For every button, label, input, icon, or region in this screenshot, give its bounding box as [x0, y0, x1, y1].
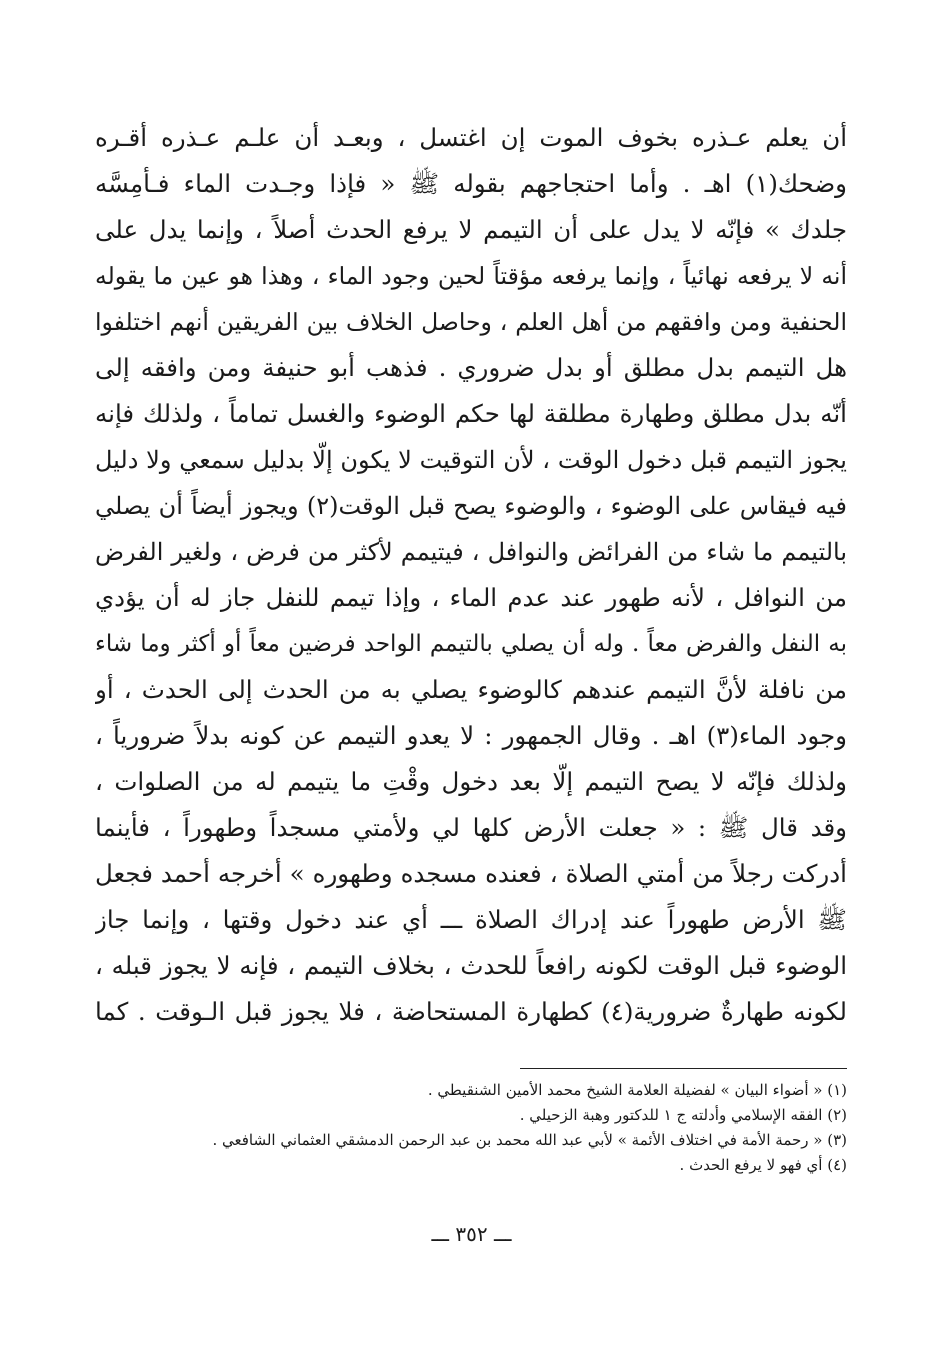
text-line: هل التيمم بدل مطلق أو بدل ضروري . فذهب أبو حنيفة ومن وافقه إلى — [95, 353, 847, 382]
text-line: بالتيمم ما شاء من الفرائض والنوافل ، فيتيمم لأكثر من فرض ، ولغير الفرض — [95, 538, 847, 566]
text-line: ولذلك فإنّه لا يصح التيمم إلّا بعد دخول وقْتِ ما يتيمم له من الصلوات ، — [95, 767, 847, 796]
footnote-separator — [520, 1068, 847, 1069]
footnote: (٢) الفقه الإسلامي وأدلته ج ١ للدكتور وهبة الزحيلي . — [519, 1106, 847, 1124]
main-text-block — [95, 115, 847, 1035]
text-line: من النوافل ، لأنه طهور عند عدم الماء ، وإذا تيمم للنفل جاز له أن يؤدي — [95, 583, 847, 612]
text-line: وجود الماء(٣) اهـ . وقال الجمهور : لا يعدو التيمم عن كونه بدلاً ضرورياً ، — [95, 721, 847, 750]
text-line: أنّه بدل مطلق وطهارة مطلقة لها حكم الوضوء والغسل تماماً ، ولذلك فإنه — [95, 399, 847, 428]
text-line: أنه لا يرفعه نهائياً ، وإنما يرفعه مؤقتاً لحين وجود الماء ، وهذا هو عين ما يقوله — [95, 262, 847, 290]
text-line: وقد قال ﷺ : « جعلت الأرض كلها لي ولأمتي مسجداً وطهوراً ، فأينما — [95, 813, 847, 842]
footnote: (٣) « رحمة الأمة في اختلاف الأئمة » لأبي عبد الله محمد بن عبد الرحمن الدمشقي العثماني الشافعي . — [212, 1131, 847, 1149]
footnotes-block — [130, 1078, 847, 1178]
footnote: (٤) أي فهو لا يرفع الحدث . — [679, 1156, 847, 1174]
footnote: (١) « أضواء البيان » لفضيلة العلامة الشيخ محمد الأمين الشنقيطي . — [427, 1081, 847, 1099]
text-line: وضحك(١) اهـ . وأما احتجاجهم بقوله ﷺ « فإذا وجـدت الماء فـأمِسَّه — [95, 169, 847, 198]
text-line: جلدك » فإنّه لا يدل على أن التيمم لا يرفع الحدث أصلاً ، وإنما يدل على — [95, 215, 847, 244]
text-line: من نافلة لأنَّ التيمم عندهم كالوضوء يصلي به من الحدث إلى الحدث ، أو — [95, 675, 847, 704]
text-line: ﷺ الأرض طهوراً عند إدراك الصلاة ـــ أي عند دخول وقتها ، وإنما جاز — [95, 905, 847, 934]
text-line: الوضوء قبل الوقت لكونه رافعاً للحدث ، بخلاف التيمم ، فإنه لا يجوز قبله ، — [95, 951, 847, 980]
text-line: الحنفية ومن وافقهم من أهل العلم ، وحاصل الخلاف بين الفريقين أنهم اختلفوا — [95, 308, 847, 336]
text-line: يجوز التيمم قبل دخول الوقت ، لأن التوقيت لا يكون إلّا بدليل سمعي ولا دليل — [95, 446, 847, 474]
text-line: أن يعلم عـذره بخوف الموت إن اغتسل ، وبعـد أن علـم عـذره أقـره — [95, 123, 847, 152]
text-line: أدركت رجلاً من أمتي الصلاة ، فعنده مسجده وطهوره » أخرجه أحمد فجعل — [95, 859, 847, 888]
text-line: به النفل والفرض معاً . وله أن يصلي بالتيمم الواحد فرضين معاً أو أكثر وما شاء — [95, 631, 847, 657]
page-number: ـــ ٣٥٢ ـــ — [431, 1222, 512, 1246]
text-line: فيه فيقاس على الوضوء ، والوضوء يصح قبل الوقت(٢) ويجوز أيضاً أن يصلي — [95, 492, 847, 520]
text-line: لكونه طهارةٌ ضرورية(٤) كطهارة المستحاضة ، فلا يجوز قبل الـوقت . كما — [95, 997, 847, 1026]
